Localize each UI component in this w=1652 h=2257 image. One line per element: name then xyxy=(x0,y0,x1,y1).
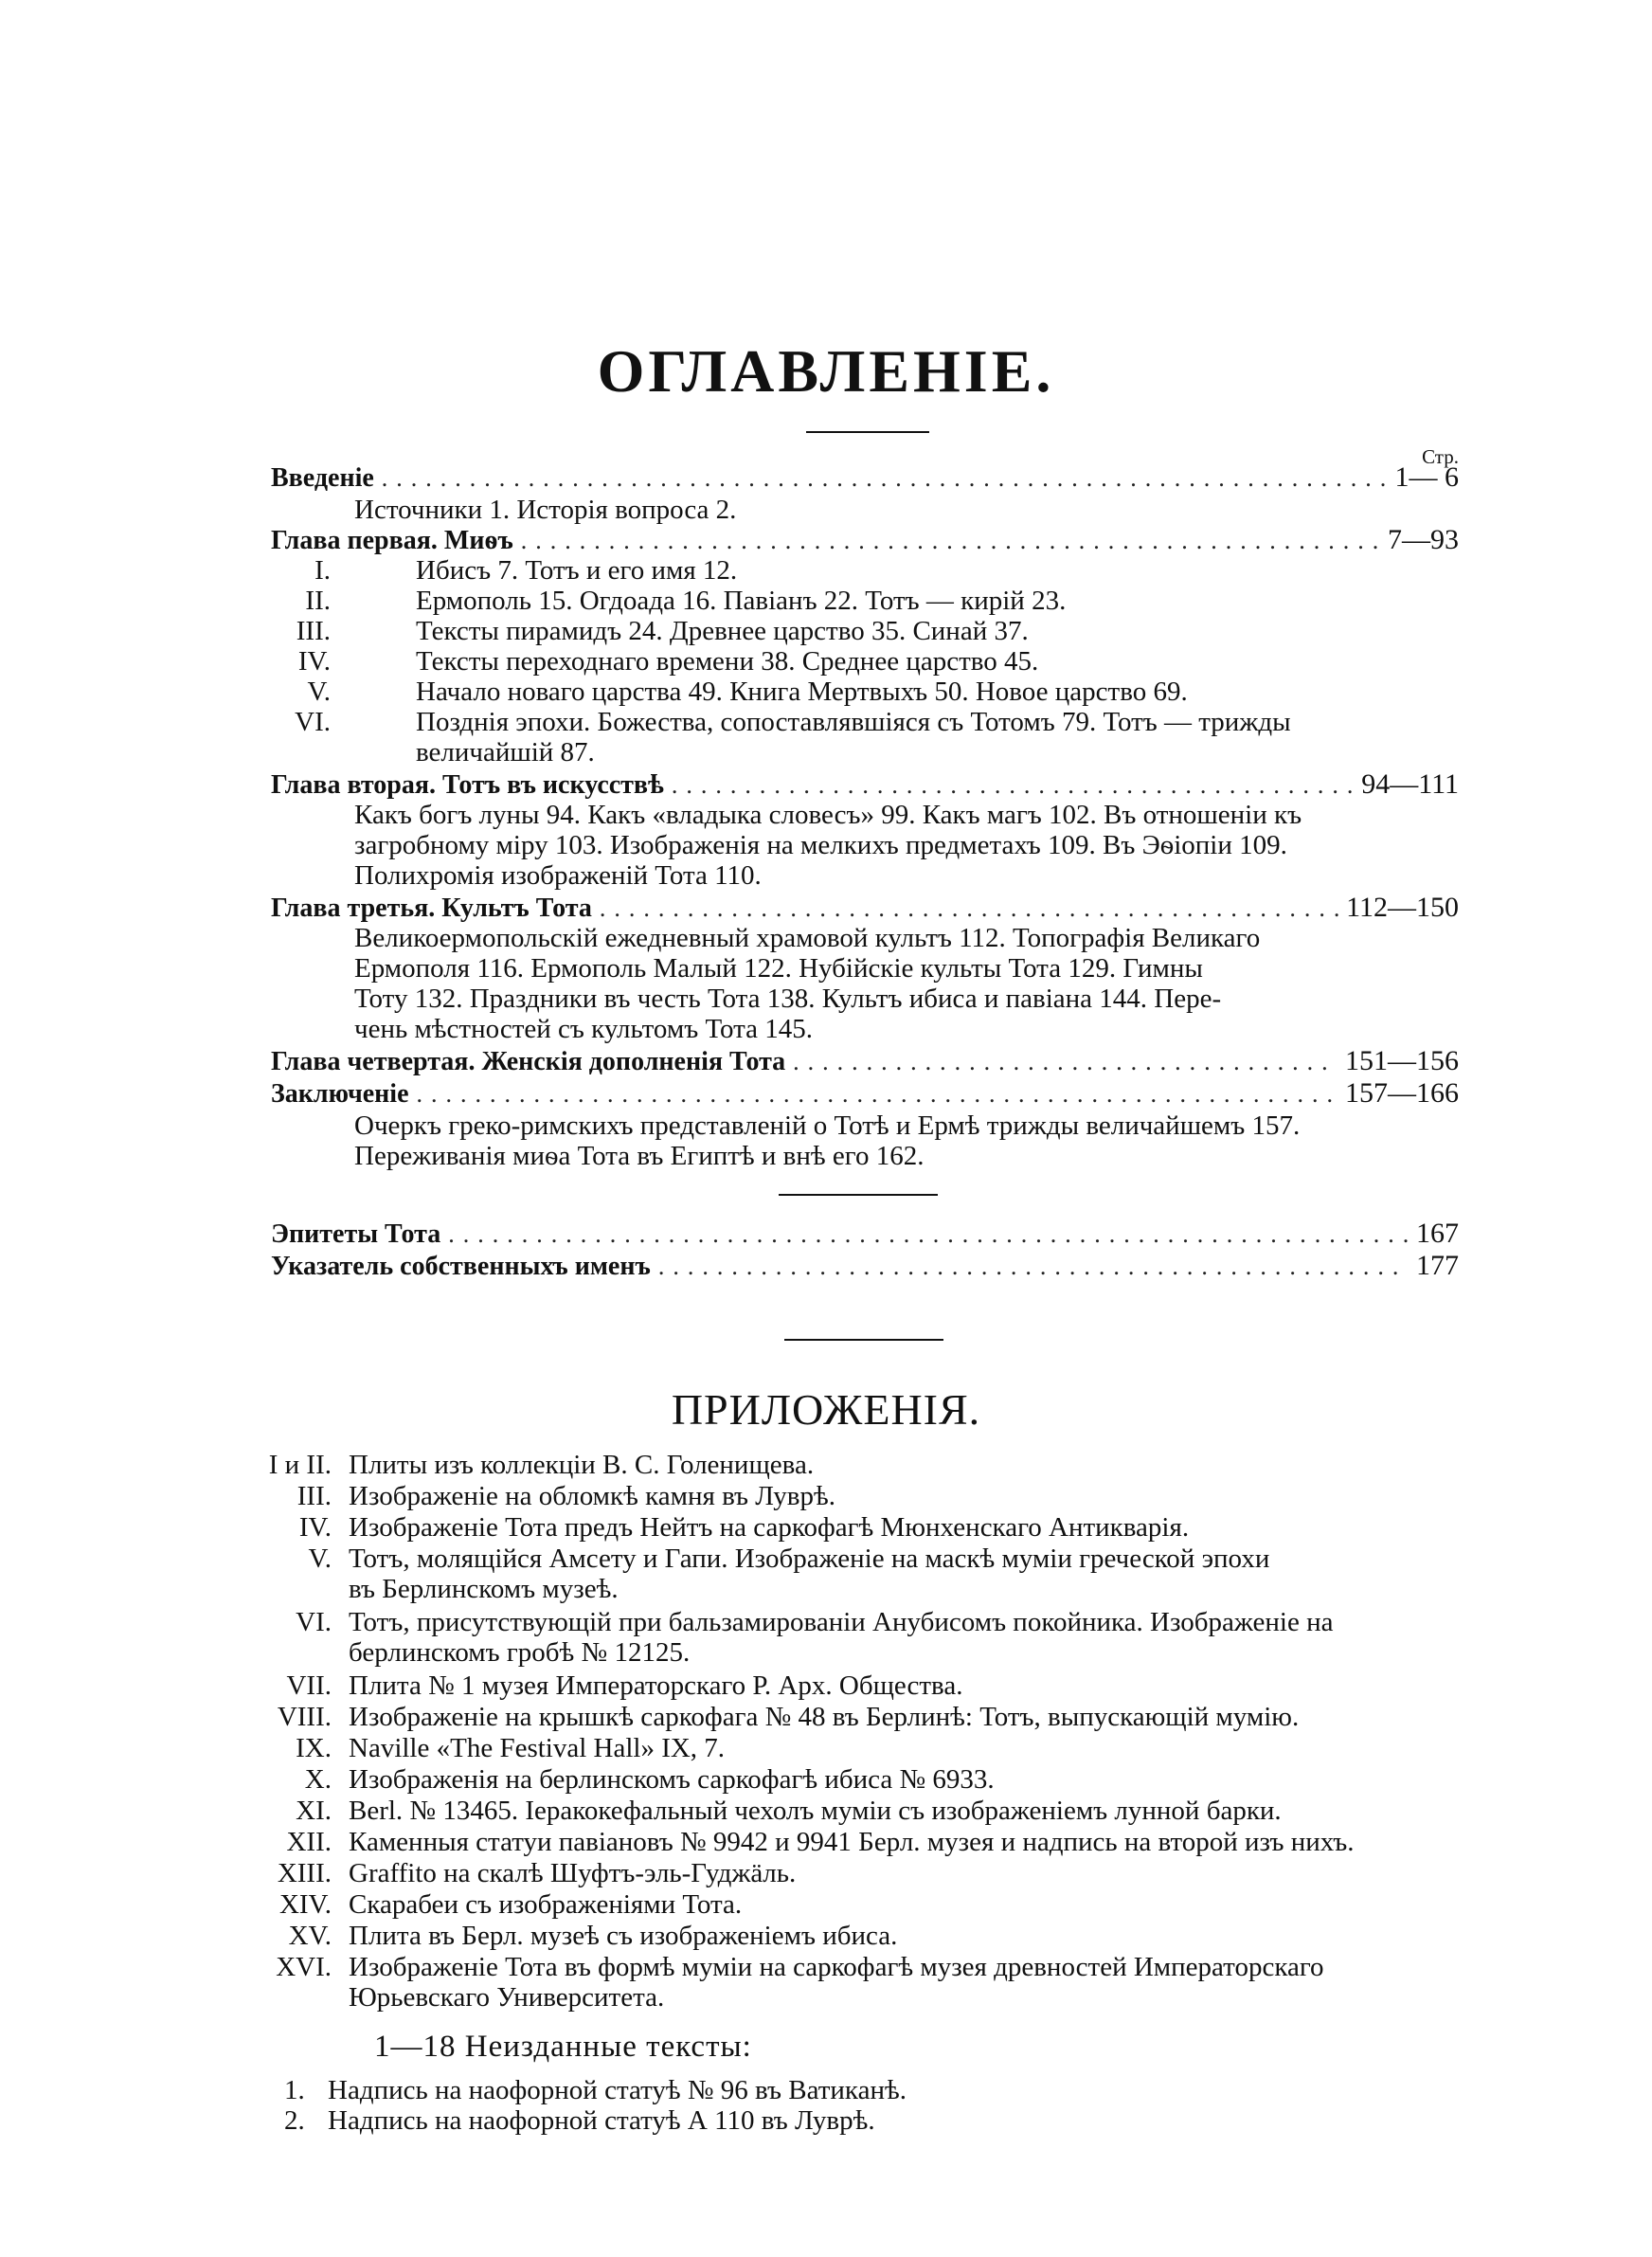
toc-sub-line: Великоермопольскій ежедневный храмовой культъ 112. Топографія Великаго xyxy=(354,923,1261,953)
appendix-title: ПРИЛОЖЕНІЯ. xyxy=(671,1385,981,1434)
appendix-text: Изображеніе на обломкѣ камня въ Луврѣ. xyxy=(349,1481,835,1511)
appendix-numeral: VI. xyxy=(296,1607,332,1637)
appendix-numeral: IX. xyxy=(296,1733,332,1763)
toc-sub-line: Очеркъ греко-римскихъ представленій о Тотѣ и Ермѣ трижды величайшемъ 157. xyxy=(354,1110,1301,1141)
page-column-label: Стр. xyxy=(1422,445,1459,468)
appendix-numeral: III. xyxy=(296,1481,332,1511)
appendix-text: Тотъ, молящійся Амсету и Гапи. Изображеніе на маскѣ муміи греческой эпохи xyxy=(349,1544,1270,1574)
section-numeral: I. xyxy=(314,555,331,586)
toc-entry-chapter-1[interactable] xyxy=(271,525,1459,555)
toc-entry-chapter-4[interactable] xyxy=(271,1046,1459,1076)
toc-sub-line: Источники 1. Исторія вопроса 2. xyxy=(354,495,737,525)
toc-entry-pages: 157—166 xyxy=(1345,1077,1459,1109)
unpublished-number: 1. xyxy=(284,2075,305,2105)
appendix-text: берлинскомъ гробѣ № 12125. xyxy=(349,1637,691,1668)
appendix-numeral: XVI. xyxy=(276,1952,332,1982)
section-text: Ермополь 15. Огдоада 16. Павіанъ 22. Тотъ — кирій 23. xyxy=(416,586,1067,616)
section-numeral: IV. xyxy=(297,646,331,677)
unpublished-number: 2. xyxy=(284,2105,305,2136)
toc-entry-pages: 167 xyxy=(1416,1218,1459,1249)
toc-entry-label: Глава вторая. Тотъ въ искусствѣ xyxy=(271,770,664,800)
appendix-text: Graffito на скалѣ Шуфтъ-эль-Гуджäль. xyxy=(349,1858,797,1888)
appendix-text: Плита № 1 музея Императорскаго Р. Арх. Общества. xyxy=(349,1670,963,1701)
section-rule xyxy=(784,1339,943,1341)
toc-entry-conclusion[interactable] xyxy=(271,1078,1459,1109)
leader-dots xyxy=(658,1252,1409,1282)
leader-dots xyxy=(793,1047,1338,1077)
section-text: Начало новаго царства 49. Книга Мертвыхъ 50. Новое царство 69. xyxy=(416,677,1188,707)
toc-entry-epithets[interactable] xyxy=(271,1219,1459,1249)
unpublished-text: Надпись на наофорной статуѣ № 96 въ Ватиканѣ. xyxy=(328,2075,907,2105)
appendix-numeral: XIV. xyxy=(278,1889,332,1920)
toc-entry-pages: 151—156 xyxy=(1345,1045,1459,1076)
toc-sub-line: Переживанія миѳа Тота въ Египтѣ и внѣ его 162. xyxy=(354,1141,925,1171)
toc-entry-chapter-2[interactable] xyxy=(271,769,1459,800)
unpublished-item[interactable] xyxy=(284,2105,875,2136)
title-rule xyxy=(806,431,929,433)
toc-entry-pages: 7—93 xyxy=(1388,524,1459,555)
appendix-text: Изображеніе на крышкѣ саркофага № 48 въ Берлинѣ: Тотъ, выпускающій мумію. xyxy=(349,1702,1300,1732)
toc-entry-label: Глава первая. Миѳъ xyxy=(271,526,513,555)
appendix-text: Изображенія на берлинскомъ саркофагѣ ибиса № 6933. xyxy=(349,1764,995,1795)
appendix-text: Скарабеи съ изображеніями Тота. xyxy=(349,1889,743,1920)
toc-sub-line: Какъ богъ луны 94. Какъ «владыка словесъ» 99. Какъ магъ 102. Въ отношеніи къ xyxy=(354,800,1302,830)
toc-entry-label: Введеніе xyxy=(271,463,374,493)
appendix-numeral: VIII. xyxy=(277,1702,332,1732)
leader-dots xyxy=(521,526,1380,556)
toc-entry-pages: 94—111 xyxy=(1361,768,1459,800)
leader-dots xyxy=(448,1219,1409,1250)
appendix-numeral: IV. xyxy=(298,1512,332,1543)
section-numeral: II. xyxy=(305,586,331,616)
toc-sub-line: Ермополя 116. Ермополь Малый 122. Нубійскіе культы Тота 129. Гимны xyxy=(354,953,1203,984)
toc-entry-label: Указатель собственныхъ именъ xyxy=(271,1252,651,1281)
appendix-numeral: X. xyxy=(304,1764,332,1795)
appendix-numeral: XIII. xyxy=(277,1858,332,1888)
appendix-text: Тотъ, присутствующій при бальзамированіи Анубисомъ покойника. Изображеніе на xyxy=(349,1607,1334,1637)
appendix-numeral: I и II. xyxy=(268,1450,332,1480)
section-numeral: III. xyxy=(296,616,331,646)
toc-entry-pages: 1— 6 xyxy=(1394,461,1459,493)
toc-sub-line: чень мѣстностей съ культомъ Тота 145. xyxy=(354,1014,814,1044)
toc-sub-line: загробному міру 103. Изображенія на мелкихъ предметахъ 109. Въ Эѳіопіи 109. xyxy=(354,830,1287,860)
appendix-numeral: V. xyxy=(308,1544,332,1574)
toc-entry-intro[interactable] xyxy=(271,462,1459,493)
appendix-numeral: XI. xyxy=(296,1796,332,1826)
leader-dots xyxy=(600,894,1338,924)
section-text: Тексты переходнаго времени 38. Среднее царство 45. xyxy=(416,646,1039,677)
toc-sub-line: величайшій 87. xyxy=(416,737,595,767)
toc-entry-label: Глава четвертая. Женскія дополненія Тота xyxy=(271,1047,786,1076)
toc-entry-label: Заключеніе xyxy=(271,1079,409,1109)
appendix-text: Berl. № 13465. Іеракокефальный чехолъ муміи съ изображеніемъ лунной барки. xyxy=(349,1796,1282,1826)
appendix-text: Изображеніе Тота въ формѣ муміи на саркофагѣ музея древностей Императорскаго xyxy=(349,1952,1324,1982)
section-numeral: V. xyxy=(307,677,331,707)
appendix-text: Плиты изъ коллекціи В. С. Голенищева. xyxy=(349,1450,815,1480)
appendix-text: Каменныя статуи павіановъ № 9942 и 9941 Берл. музея и надпись на второй изъ нихъ. xyxy=(349,1827,1355,1857)
unpublished-text: Надпись на наофорной статуѣ А 110 въ Луврѣ. xyxy=(328,2105,875,2136)
toc-entry-pages: 177 xyxy=(1416,1250,1459,1281)
appendix-numeral: XII. xyxy=(286,1827,332,1857)
page-title: ОГЛАВЛЕНІЕ. xyxy=(597,337,1055,405)
toc-sub-line: Тоту 132. Праздники въ честь Тота 138. Культъ ибиса и павіана 144. Пере- xyxy=(354,984,1222,1014)
leader-dots xyxy=(672,770,1354,801)
toc-entry-pages: 112—150 xyxy=(1346,892,1459,923)
toc-entry-index[interactable] xyxy=(271,1251,1459,1281)
section-text: Тексты пирамидъ 24. Древнее царство 35. Синай 37. xyxy=(416,616,1029,646)
unpublished-title: 1—18 Неизданные тексты: xyxy=(374,2030,752,2064)
appendix-text: Юрьевскаго Университета. xyxy=(349,1982,665,2013)
leader-dots xyxy=(417,1079,1338,1110)
toc-entry-chapter-3[interactable] xyxy=(271,893,1459,923)
appendix-text: Изображеніе Тота предъ Нейтъ на саркофагѣ Мюнхенскаго Антикварія. xyxy=(349,1512,1190,1543)
unpublished-item[interactable] xyxy=(284,2075,907,2105)
appendix-numeral: XV. xyxy=(288,1921,332,1951)
appendix-text: Плита въ Берл. музеѣ съ изображеніемъ ибиса. xyxy=(349,1921,898,1951)
section-text: Позднія эпохи. Божества, сопоставлявшіяся съ Тотомъ 79. Тотъ — трижды xyxy=(416,707,1291,737)
section-numeral: VI. xyxy=(295,707,331,737)
section-rule xyxy=(779,1194,938,1196)
leader-dots xyxy=(382,463,1388,494)
appendix-numeral: VII. xyxy=(286,1670,332,1701)
toc-entry-label: Эпитеты Тота xyxy=(271,1219,441,1249)
appendix-text: въ Берлинскомъ музеѣ. xyxy=(349,1574,619,1604)
appendix-text: Naville «The Festival Hall» IX, 7. xyxy=(349,1733,726,1763)
toc-entry-label: Глава третья. Культъ Тота xyxy=(271,894,592,923)
section-text: Ибисъ 7. Тотъ и его имя 12. xyxy=(416,555,738,586)
toc-sub-line: Полихромія изображеній Тота 110. xyxy=(354,860,762,891)
